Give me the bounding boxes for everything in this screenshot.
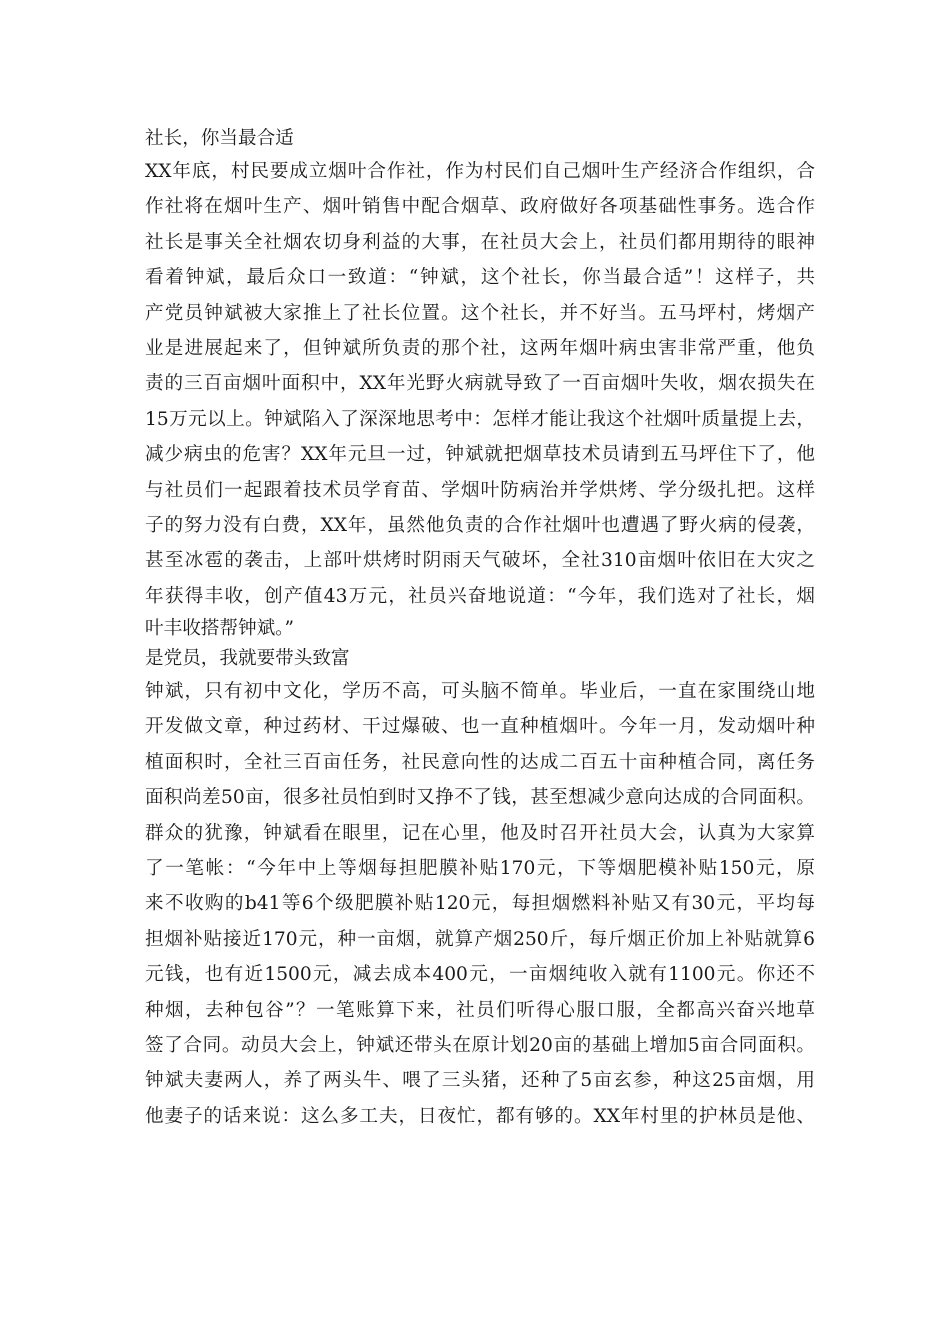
paragraph-line: 与社员们一起跟着技术员学育苗、学烟叶防病治并学烘烤、学分级扎把。这样 [145, 479, 815, 501]
section-heading: 是党员，我就要带头致富 [145, 648, 350, 670]
paragraph-line: XX年底，村民要成立烟叶合作社，作为村民们自己烟叶生产经济合作组织，合 [145, 161, 815, 182]
paragraph-line: 甚至冰雹的袭击，上部叶烘烤时阴雨天气破坏，全社310亩烟叶依旧在大灾之 [145, 550, 815, 572]
paragraph-line: 减少病虫的危害？XX年元旦一过，钟斌就把烟草技术员请到五马坪住下了，他 [145, 444, 815, 466]
paragraph-line: 植面积时，全社三百亩任务，社民意向性的达成二百五十亩种植合同，离任务 [145, 751, 815, 773]
paragraph-line: 看着钟斌，最后众口一致道：“钟斌，这个社长，你当最合适”！这样子，共 [145, 267, 815, 289]
paragraph-line: 面积尚差50亩，很多社员怕到时又挣不了钱，甚至想减少意向达成的合同面积。 [145, 787, 815, 809]
paragraph-line: 年获得丰收，创产值43万元，社员兴奋地说道：“今年，我们选对了社长，烟 [145, 585, 815, 607]
paragraph-line: 了一笔帐：“今年中上等烟每担肥膜补贴170元，下等烟肥模补贴150元，原 [145, 858, 815, 880]
paragraph-line: 叶丰收搭帮钟斌。” [145, 618, 294, 640]
paragraph-line: 种烟，去种包谷”？一笔账算下来，社员们听得心服口服，全都高兴奋兴地草 [145, 999, 815, 1021]
paragraph-line: 责的三百亩烟叶面积中，XX年光野火病就导致了一百亩烟叶失收，烟农损失在 [145, 373, 815, 395]
paragraph-line: 钟斌夫妻两人，养了两头牛、喂了三头猪，还种了5亩玄参，种这25亩烟，用 [145, 1070, 815, 1092]
paragraph-line: 业是进展起来了，但钟斌所负责的那个社，这两年烟叶病虫害非常严重，他负 [145, 337, 815, 359]
paragraph-line: 产党员钟斌被大家推上了社长位置。这个社长，并不好当。五马坪村，烤烟产 [145, 302, 815, 324]
document-body [145, 124, 815, 1134]
paragraph-line: 开发做文章，种过药材、干过爆破、也一直种植烟叶。今年一月，发动烟叶种 [145, 716, 815, 738]
paragraph-line: 签了合同。动员大会上，钟斌还带头在原计划20亩的基础上增加5亩合同面积。 [145, 1034, 815, 1056]
paragraph-line: 来不收购的b41等6个级肥膜补贴120元，每担烟燃料补贴又有30元，平均每 [145, 893, 815, 915]
section-heading: 社长，你当最合适 [145, 128, 294, 149]
paragraph-line: 他妻子的话来说：这么多工夫，日夜忙，都有够的。XX年村里的护林员是他、 [145, 1105, 815, 1127]
paragraph-line: 作社将在烟叶生产、烟叶销售中配合烟草、政府做好各项基础性事务。选合作 [145, 196, 815, 218]
paragraph-line: 群众的犹豫，钟斌看在眼里，记在心里，他及时召开社员大会，认真为大家算 [145, 822, 815, 844]
paragraph-line: 元钱，也有近1500元，减去成本400元，一亩烟纯收入就有1100元。你还不 [145, 964, 815, 986]
paragraph-line: 15万元以上。钟斌陷入了深深地思考中：怎样才能让我这个社烟叶质量提上去， [145, 408, 815, 430]
paragraph-line: 钟斌，只有初中文化，学历不高，可头脑不简单。毕业后，一直在家围绕山地 [145, 681, 815, 703]
paragraph-line: 担烟补贴接近170元，种一亩烟，就算产烟250斤，每斤烟正价加上补贴就算6 [145, 928, 815, 950]
paragraph-line: 社长是事关全社烟农切身利益的大事，在社员大会上，社员们都用期待的眼神 [145, 231, 815, 253]
paragraph-line: 子的努力没有白费，XX年，虽然他负责的合作社烟叶也遭遇了野火病的侵袭， [145, 514, 815, 536]
